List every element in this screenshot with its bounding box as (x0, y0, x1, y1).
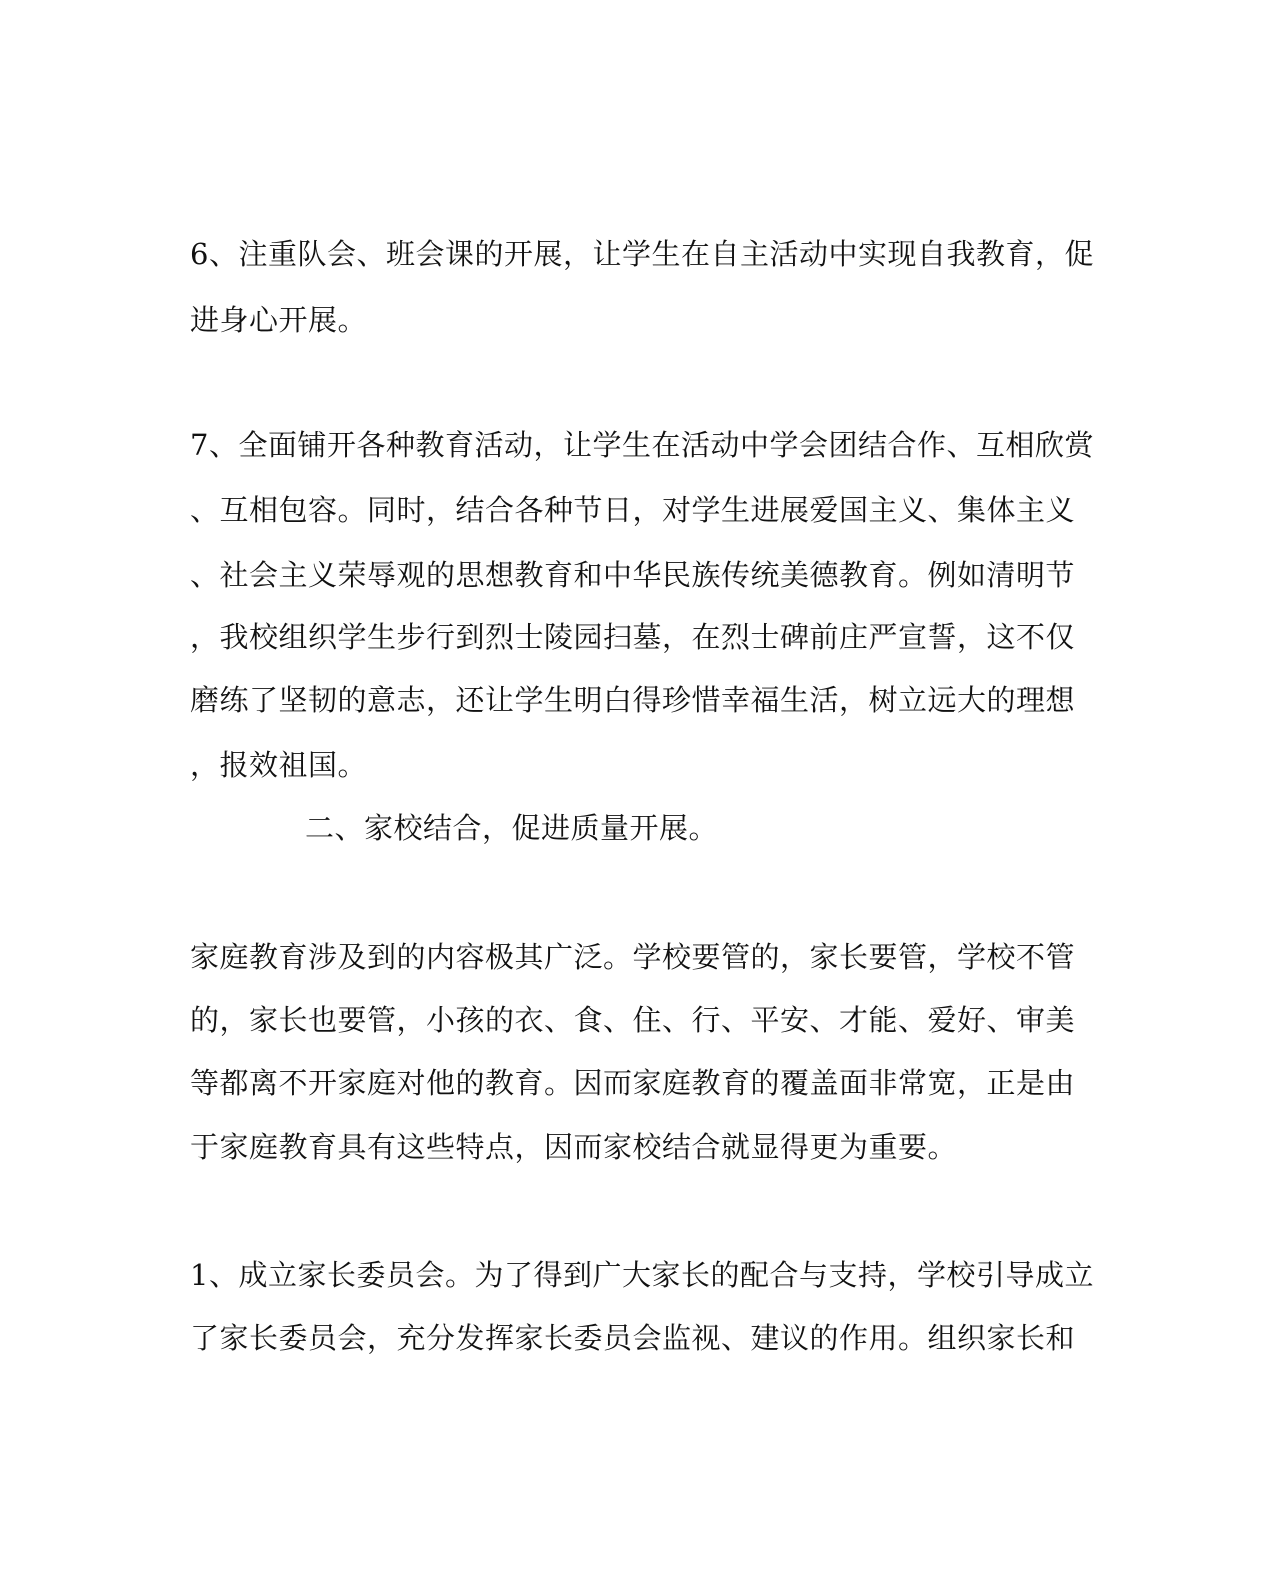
text-line: ，我校组织学生步行到烈士陵园扫墓，在烈士碑前庄严宣誓，这不仅 (190, 620, 1076, 654)
section-heading: 二、家校结合，促进质量开展。 (305, 811, 719, 845)
text-line: 、社会主义荣辱观的思想教育和中华民族传统美德教育。例如清明节 (190, 558, 1076, 592)
text-line: 的，家长也要管，小孩的衣、食、住、行、平安、才能、爱好、审美 (190, 1003, 1076, 1037)
text-line: 了家长委员会，充分发挥家长委员会监视、建议的作用。组织家长和 (190, 1321, 1076, 1355)
text-line: 、互相包容。同时，结合各种节日，对学生进展爱国主义、集体主义 (190, 493, 1076, 527)
text-line: 7、全面铺开各种教育活动，让学生在活动中学会团结合作、互相欣赏 (190, 428, 1094, 462)
text-line: 于家庭教育具有这些特点，因而家校结合就显得更为重要。 (190, 1130, 958, 1164)
text-line: 等都离不开家庭对他的教育。因而家庭教育的覆盖面非常宽，正是由 (190, 1066, 1076, 1100)
text-line: 进身心开展。 (190, 303, 368, 337)
text-line: 6、注重队会、班会课的开展，让学生在自主活动中实现自我教育，促 (190, 237, 1094, 271)
text-line: 1、成立家长委员会。为了得到广大家长的配合与支持，学校引导成立 (190, 1258, 1094, 1292)
text-line: ，报效祖国。 (190, 748, 368, 782)
text-line: 家庭教育涉及到的内容极其广泛。学校要管的，家长要管，学校不管 (190, 940, 1076, 974)
text-line: 磨练了坚韧的意志，还让学生明白得珍惜幸福生活，树立远大的理想 (190, 683, 1076, 717)
